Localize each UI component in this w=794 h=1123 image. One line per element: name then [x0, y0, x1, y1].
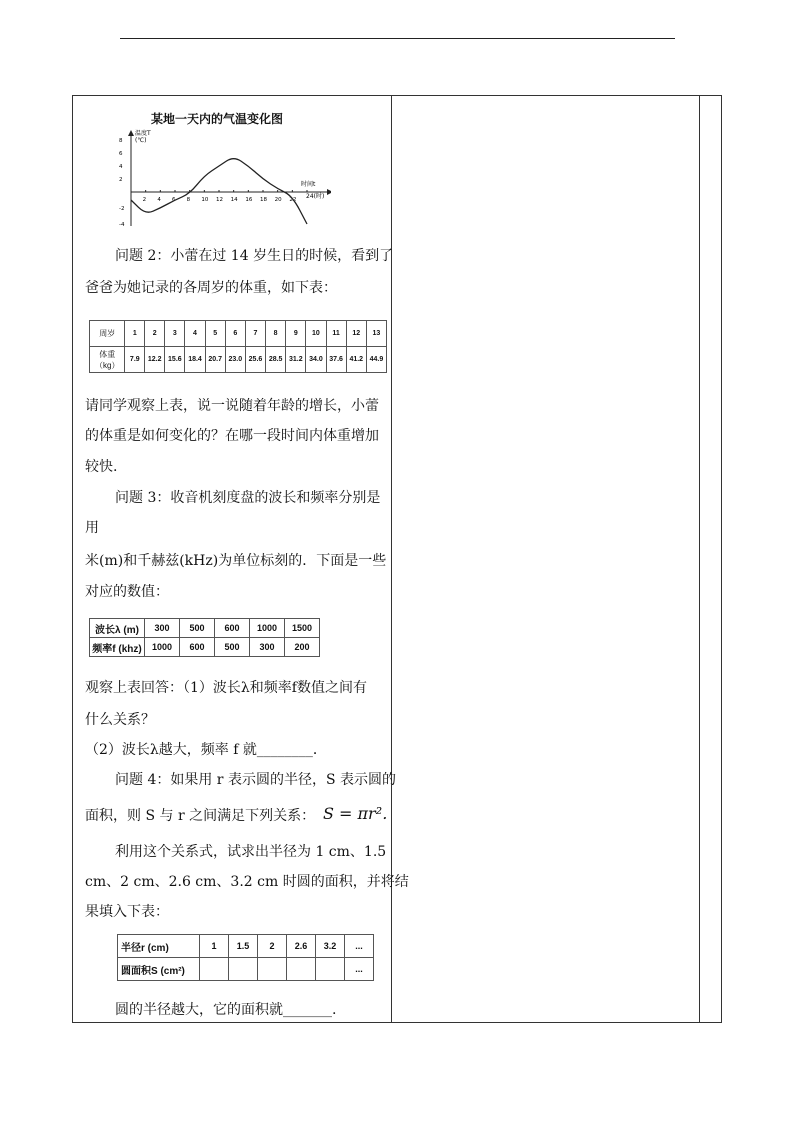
area-formula: S = πr²． [323, 804, 399, 823]
x-tick-label: 22 [289, 197, 297, 203]
x-tick-label: 4 [157, 197, 161, 203]
q4-line2: 面积，则 S 与 r 之间满足下列关系： [85, 808, 316, 824]
y-axis-unit: (℃) [135, 137, 147, 144]
y-tick-label: 4 [119, 164, 123, 170]
x-tick-label: 2 [142, 197, 147, 203]
table-cell: 10 [306, 321, 326, 347]
table-cell: 300 [250, 638, 285, 657]
table-row [90, 638, 320, 657]
x-axis-unit: 24(时) [306, 193, 325, 200]
y-tick-label: -4 [119, 222, 125, 228]
circle-table [117, 934, 374, 981]
q4-line5: 果填入下表： [85, 904, 169, 920]
q4b-line1: 圆的半径越大，它的面积就_______. [115, 1002, 337, 1018]
table-cell: 1000 [145, 638, 180, 657]
x-tick-label: 12 [216, 197, 223, 203]
table-cell: ... [345, 935, 374, 958]
table-cell: 28.5 [266, 347, 286, 373]
table-cell: 44.9 [366, 347, 386, 373]
table-cell: 2.6 [287, 935, 316, 958]
table-row [90, 347, 387, 373]
x-tick-label: 16 [245, 197, 253, 203]
q3b-line2: 什么关系？ [85, 712, 155, 728]
table-cell: 13 [366, 321, 386, 347]
table-header-cell: 频率f (khz) [90, 638, 145, 657]
table-cell: 3 [165, 321, 185, 347]
q3b-line3: （2）波长λ越大，频率 f 就________． [85, 742, 327, 758]
x-tick-label: 6 [172, 197, 176, 203]
q3-line1: 问题 3：收音机刻度盘的波长和频率分别是 [115, 490, 381, 506]
table-cell: 18.4 [185, 347, 205, 373]
q4-line1: 问题 4：如果用 r 表示圆的半径，S 表示圆的 [115, 772, 396, 788]
table-cell: 1 [125, 321, 145, 347]
table-cell: 8 [266, 321, 286, 347]
table-cell: 20.7 [205, 347, 225, 373]
weight-table [89, 320, 387, 373]
table-header-cell: 周岁 [90, 321, 125, 347]
temperature-chart [111, 128, 331, 228]
table-cell: 7 [245, 321, 265, 347]
table-cell: 1.5 [229, 935, 258, 958]
table-cell: 9 [286, 321, 306, 347]
table-header-cell: 体重（kg） [90, 347, 125, 373]
table-cell: 11 [326, 321, 346, 347]
table-cell: ... [345, 958, 374, 981]
table-row [118, 958, 374, 981]
q3-line2: 用 [85, 520, 99, 536]
x-tick-label: 20 [274, 197, 282, 203]
q3-line4: 对应的数值： [85, 584, 169, 600]
table-cell: 25.6 [245, 347, 265, 373]
table-cell [316, 958, 345, 981]
q4-line4: cm、2 cm、2.6 cm、3.2 cm 时圆的面积，并将结 [85, 874, 409, 890]
table-row [90, 321, 387, 347]
y-axis-arrow [128, 130, 134, 136]
table-cell: 600 [180, 638, 215, 657]
table-cell: 600 [215, 619, 250, 638]
table-cell: 12 [346, 321, 366, 347]
x-tick-label: 10 [201, 197, 209, 203]
table-cell: 23.0 [225, 347, 245, 373]
table-cell: 15.6 [165, 347, 185, 373]
y-tick-label: 2 [119, 177, 123, 183]
table-cell: 2 [145, 321, 165, 347]
q2-line2: 爸爸为她记录的各周岁的体重，如下表： [85, 280, 337, 296]
table-cell: 500 [180, 619, 215, 638]
table-cell: 1500 [285, 619, 320, 638]
x-tick-label: 8 [186, 197, 191, 203]
x-tick-label: 14 [230, 197, 238, 203]
q4-line3: 利用这个关系式，试求出半径为 1 cm、1.5 [115, 844, 387, 860]
q2-line1: 问题 2：小蕾在过 14 岁生日的时候，看到了 [115, 248, 394, 264]
table-row [118, 935, 374, 958]
table-header-cell: 圆面积S (cm²) [118, 958, 200, 981]
table-cell: 1000 [250, 619, 285, 638]
table-cell [287, 958, 316, 981]
y-tick-label: -2 [119, 206, 125, 212]
chart-title: 某地一天内的气温变化图 [151, 112, 284, 126]
table-cell: 5 [205, 321, 225, 347]
table-cell [258, 958, 287, 981]
table-header-cell: 半径r (cm) [118, 935, 200, 958]
table-cell [200, 958, 229, 981]
q2b-line3: 较快. [85, 459, 118, 475]
table-cell: 37.6 [326, 347, 346, 373]
table-header-cell: 波长λ (m) [90, 619, 145, 638]
q3-line3: 米(m)和千赫兹(kHz)为单位标刻的．下面是一些 [85, 553, 387, 569]
table-cell: 1 [200, 935, 229, 958]
table-cell: 300 [145, 619, 180, 638]
q3b-line1: 观察上表回答：（1）波长λ和频率f数值之间有 [85, 680, 367, 696]
y-axis-label: 温度T [135, 130, 151, 137]
wave-table [89, 618, 320, 657]
lesson-table-frame [72, 95, 722, 1023]
table-cell: 500 [215, 638, 250, 657]
x-tick-label: 18 [260, 197, 267, 203]
q2b-line2: 的体重是如何变化的？在哪一段时间内体重增加 [85, 428, 379, 444]
header-rule [120, 38, 675, 39]
table-cell: 41.2 [346, 347, 366, 373]
table-cell: 3.2 [316, 935, 345, 958]
table-cell: 200 [285, 638, 320, 657]
column-divider-2 [699, 96, 700, 1022]
y-tick-label: 6 [119, 151, 123, 157]
table-cell: 31.2 [286, 347, 306, 373]
table-cell: 7.9 [125, 347, 145, 373]
table-cell [229, 958, 258, 981]
table-cell: 6 [225, 321, 245, 347]
x-axis-label: 时间t [301, 181, 316, 188]
y-tick-label: 8 [119, 138, 123, 144]
table-row [90, 619, 320, 638]
table-cell: 2 [258, 935, 287, 958]
table-cell: 12.2 [145, 347, 165, 373]
q2b-line1: 请同学观察上表，说一说随着年龄的增长，小蕾 [85, 398, 379, 414]
table-cell: 34.0 [306, 347, 326, 373]
x-axis-arrow [327, 189, 331, 195]
table-cell: 4 [185, 321, 205, 347]
